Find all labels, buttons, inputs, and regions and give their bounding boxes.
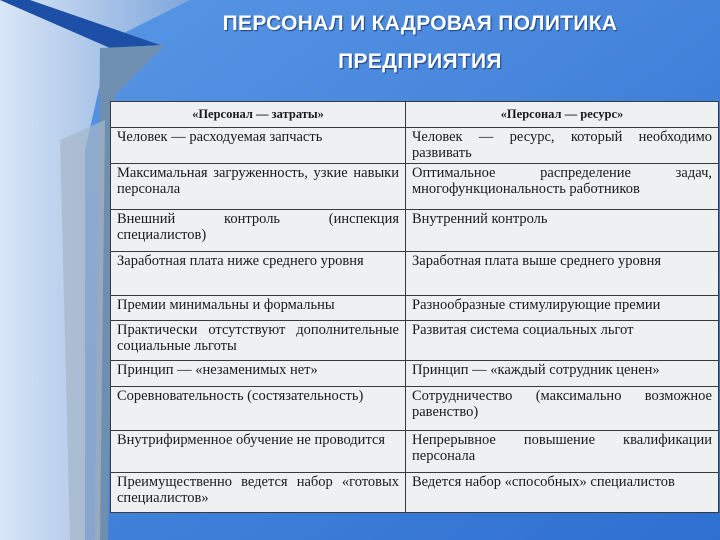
table-cell: Преимущественно ведется набор «готовых специалистов» xyxy=(111,473,406,513)
table-cell: Разнообразные стимулирующие премии xyxy=(406,296,719,321)
table-cell: Премии минимальны и формальны xyxy=(111,296,406,321)
table-cell: Максимальная загруженность, узкие навыки персонала xyxy=(111,164,406,210)
table-cell: Практически отсутствуют дополнительные социальные льготы xyxy=(111,321,406,361)
table-cell: Внутрифирменное обучение не проводится xyxy=(111,431,406,473)
table-cell: Заработная плата выше среднего уровня xyxy=(406,252,719,296)
slide-title-line2: ПРЕДПРИЯТИЯ xyxy=(338,50,502,73)
table-cell: Принцип — «каждый сотрудник ценен» xyxy=(406,361,719,387)
table-cell: Соревновательность (состязательность) xyxy=(111,387,406,431)
table-cell: Развитая система социальных льгот xyxy=(406,321,719,361)
table-row xyxy=(111,431,719,473)
table-cell: Принцип — «незаменимых нет» xyxy=(111,361,406,387)
table-row xyxy=(111,128,719,164)
table-row xyxy=(111,252,719,296)
table-cell: Ведется набор «способных» специалистов xyxy=(406,473,719,513)
table-row xyxy=(111,321,719,361)
slide-title-line1: ПЕРСОНАЛ И КАДРОВАЯ ПОЛИТИКА xyxy=(222,12,618,35)
table-cell: Заработная плата ниже среднего уровня xyxy=(111,252,406,296)
table-cell: Внутренний контроль xyxy=(406,210,719,252)
table-cell: Человек — расходуемая запчасть xyxy=(111,128,406,164)
table-row xyxy=(111,296,719,321)
comparison-table xyxy=(110,101,719,513)
table-row xyxy=(111,164,719,210)
table-row xyxy=(111,361,719,387)
column-header-resource: «Персонал — ресурс» xyxy=(406,102,719,128)
table-row xyxy=(111,473,719,513)
table-cell: Оптимальное распределение задач, многофункциональность работников xyxy=(406,164,719,210)
table-cell: Сотрудничество (максимально возможное равенство) xyxy=(406,387,719,431)
table-cell: Непрерывное повышение квалификации персонала xyxy=(406,431,719,473)
table-cell: Человек — ресурс, который необходимо развивать xyxy=(406,128,719,164)
table-header-row xyxy=(111,102,719,128)
column-header-costs: «Персонал — затраты» xyxy=(111,102,406,128)
table-row xyxy=(111,210,719,252)
table-cell: Внешний контроль (инспекция специалистов) xyxy=(111,210,406,252)
table-row xyxy=(111,387,719,431)
